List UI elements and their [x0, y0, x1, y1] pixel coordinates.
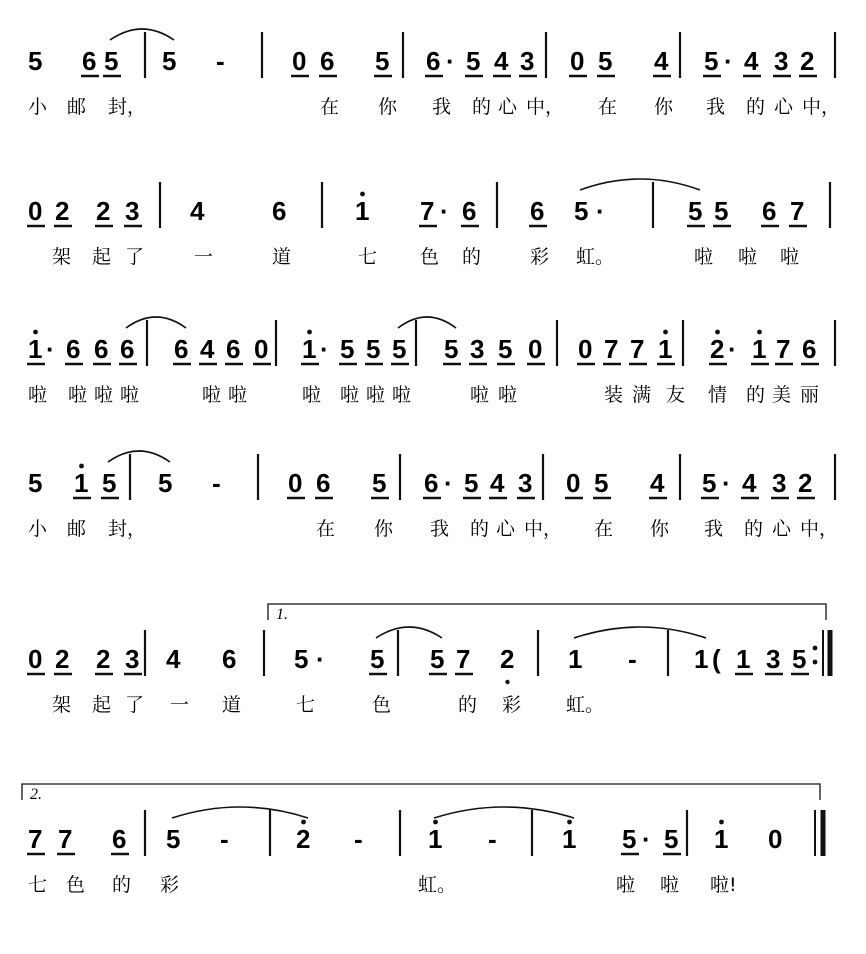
lyric-char: 虹。	[418, 874, 457, 896]
jianpu-note: -	[488, 824, 497, 854]
lyric-char: 彩	[530, 246, 550, 268]
jianpu-note: 6	[66, 334, 81, 364]
jianpu-note: ·	[722, 468, 731, 498]
jianpu-note: 5	[466, 46, 481, 76]
octave-dot-high	[719, 820, 724, 825]
jianpu-note: 5	[28, 46, 43, 76]
lyric-char: 情	[708, 384, 728, 406]
jianpu-note: ·	[446, 46, 455, 76]
octave-dot-high	[757, 330, 762, 335]
lyric-char: 啦	[616, 874, 636, 896]
jianpu-note: 2	[55, 196, 70, 226]
lyric-char: 中，	[526, 96, 565, 118]
lyric-char: 啦	[202, 384, 222, 406]
jianpu-note: 2	[500, 644, 515, 674]
jianpu-note: 5	[28, 468, 43, 498]
lyric-char: 心	[772, 518, 792, 540]
lyric-char: 你	[378, 96, 398, 118]
jianpu-note: 2	[55, 644, 70, 674]
jianpu-note: 7	[58, 824, 73, 854]
jianpu-note: 6	[120, 334, 135, 364]
slur	[172, 807, 308, 818]
lyric-char: 啦	[470, 384, 490, 406]
jianpu-note: 5	[166, 824, 181, 854]
lyric-char: 美	[772, 384, 792, 406]
lyric-char: 起	[92, 246, 112, 268]
lyric-char: 了	[125, 246, 145, 268]
lyric-char: 你	[374, 518, 394, 540]
slur	[108, 451, 170, 462]
jianpu-note: 5	[464, 468, 479, 498]
octave-dot-high	[715, 330, 720, 335]
octave-dot-high	[301, 820, 306, 825]
lyric-char: 在	[594, 518, 614, 540]
jianpu-note: ·	[596, 196, 605, 226]
lyric-char: 啦	[738, 246, 758, 268]
octave-dot-high	[663, 330, 668, 335]
jianpu-note: 6	[272, 196, 287, 226]
repeat-dot	[813, 646, 818, 651]
jianpu-note: 7	[28, 824, 43, 854]
jianpu-note: 6	[94, 334, 109, 364]
octave-dot-high	[433, 820, 438, 825]
jianpu-note: 4	[166, 644, 181, 674]
jianpu-note: 4	[494, 46, 509, 76]
jianpu-note: 5	[294, 644, 309, 674]
jianpu-note: 6	[320, 46, 335, 76]
jianpu-note: ·	[444, 468, 453, 498]
jianpu-note: ·	[46, 334, 55, 364]
lyric-char: 了	[125, 694, 145, 716]
jianpu-note: 1	[74, 468, 89, 498]
lyric-char: 的	[470, 518, 490, 540]
jianpu-note: 6	[222, 644, 237, 674]
jianpu-note: 5	[574, 196, 589, 226]
jianpu-note: 4	[744, 46, 759, 76]
jianpu-note: -	[354, 824, 363, 854]
jianpu-note: 6	[82, 46, 97, 76]
lyric-char: 啦	[302, 384, 322, 406]
lyric-char: 邮	[67, 518, 87, 540]
lyric-char: 啦	[340, 384, 360, 406]
lyric-char: 啦	[392, 384, 412, 406]
lyric-char: 友	[666, 384, 686, 406]
jianpu-note: 5	[430, 644, 445, 674]
lyric-char: 啦	[228, 384, 248, 406]
jianpu-note: 1	[658, 334, 673, 364]
jianpu-note: ·	[642, 824, 651, 854]
volta-label: 2.	[30, 786, 42, 803]
octave-dot-high	[567, 820, 572, 825]
jianpu-note: 4	[650, 468, 665, 498]
jianpu-note: 5	[598, 46, 613, 76]
jianpu-note: 3	[520, 46, 535, 76]
jianpu-note: 5	[702, 468, 717, 498]
jianpu-note: (	[712, 644, 721, 674]
jianpu-note: 5	[340, 334, 355, 364]
lyric-char: 在	[320, 96, 340, 118]
jianpu-note: 4	[654, 46, 669, 76]
lyric-char: 满	[632, 384, 652, 406]
slur	[376, 627, 442, 638]
jianpu-note: 4	[490, 468, 505, 498]
jianpu-note: 4	[200, 334, 215, 364]
jianpu-note: ·	[440, 196, 449, 226]
jianpu-note: 4	[742, 468, 757, 498]
lyric-char: 中，	[800, 518, 839, 540]
jianpu-note: 1	[355, 196, 370, 226]
jianpu-note: 0	[28, 644, 43, 674]
jianpu-note: 1	[28, 334, 43, 364]
jianpu-note: 4	[190, 196, 205, 226]
jianpu-note: 2	[296, 824, 311, 854]
jianpu-note: 5	[664, 824, 679, 854]
lyric-char: 在	[316, 518, 336, 540]
lyric-char: 我	[430, 518, 450, 540]
jianpu-note: 1	[736, 644, 751, 674]
octave-dot-high	[360, 192, 365, 197]
jianpu-note: 1	[752, 334, 767, 364]
jianpu-note: 5	[392, 334, 407, 364]
jianpu-note: 0	[566, 468, 581, 498]
jianpu-note: ·	[316, 644, 325, 674]
lyric-char: 我	[432, 96, 452, 118]
lyric-char: 道	[272, 246, 292, 268]
jianpu-note: ·	[728, 334, 737, 364]
jianpu-note: 5	[104, 46, 119, 76]
volta-label: 1.	[276, 606, 288, 623]
jianpu-note: ·	[724, 46, 733, 76]
lyric-char: 的	[746, 96, 766, 118]
lyric-char: 在	[598, 96, 618, 118]
lyric-char: 架	[52, 246, 72, 268]
jianpu-note: 0	[28, 196, 43, 226]
octave-dot-high	[79, 464, 84, 469]
jianpu-note: -	[216, 46, 225, 76]
jianpu-note: 5	[375, 46, 390, 76]
jianpu-note: 3	[125, 196, 140, 226]
jianpu-note: 2	[798, 468, 813, 498]
jianpu-note: 0	[292, 46, 307, 76]
jianpu-note: 5	[714, 196, 729, 226]
lyric-char: 的	[462, 246, 482, 268]
jianpu-note: 1	[428, 824, 443, 854]
jianpu-note: 3	[766, 644, 781, 674]
jianpu-note: 7	[630, 334, 645, 364]
jianpu-note: 5	[158, 468, 173, 498]
lyric-char: 啦	[366, 384, 386, 406]
lyric-char: 封，	[108, 96, 147, 118]
jianpu-note: 7	[790, 196, 805, 226]
lyric-char: 丽	[800, 384, 820, 406]
lyric-char: 中，	[802, 96, 841, 118]
octave-dot-high	[33, 330, 38, 335]
lyric-char: 我	[704, 518, 724, 540]
volta-bracket	[22, 784, 820, 800]
jianpu-note: 5	[688, 196, 703, 226]
lyric-char: 七	[358, 246, 378, 268]
jianpu-note: 2	[800, 46, 815, 76]
jianpu-note: 6	[226, 334, 241, 364]
jianpu-note: 7	[420, 196, 435, 226]
jianpu-note: 7	[776, 334, 791, 364]
lyric-char: 虹。	[576, 246, 615, 268]
lyric-char: 心	[774, 96, 794, 118]
lyric-char: 的	[746, 384, 766, 406]
lyric-char: 起	[92, 694, 112, 716]
jianpu-note: -	[220, 824, 229, 854]
jianpu-note: 2	[96, 196, 111, 226]
lyric-char: 小	[28, 518, 48, 540]
lyric-char: 啦	[498, 384, 518, 406]
lyric-char: 啦	[28, 384, 48, 406]
lyric-char: 的	[472, 96, 492, 118]
jianpu-note: 0	[288, 468, 303, 498]
jianpu-note: 5	[444, 334, 459, 364]
repeat-dot	[813, 660, 818, 665]
jianpu-note: 1	[562, 824, 577, 854]
jianpu-note: 5	[622, 824, 637, 854]
jianpu-note: 3	[772, 468, 787, 498]
lyric-char: 你	[654, 96, 674, 118]
lyric-char: 彩	[502, 694, 522, 716]
jianpu-note: 0	[578, 334, 593, 364]
lyric-char: 啦!	[710, 874, 737, 896]
jianpu-note: 7	[604, 334, 619, 364]
lyric-char: 啦	[120, 384, 140, 406]
jianpu-note: 1	[568, 644, 583, 674]
jianpu-note: 6	[530, 196, 545, 226]
jianpu-note: -	[628, 644, 637, 674]
lyric-char: 彩	[160, 874, 180, 896]
volta-bracket	[268, 604, 826, 620]
slur	[126, 317, 186, 328]
lyric-char: 中，	[524, 518, 563, 540]
jianpu-note: 0	[768, 824, 783, 854]
lyric-char: 一	[170, 694, 190, 716]
lyric-char: 道	[222, 694, 242, 716]
slur	[434, 807, 574, 818]
jianpu-note: 1	[714, 824, 729, 854]
jianpu-note: 3	[125, 644, 140, 674]
jianpu-note: 6	[802, 334, 817, 364]
lyric-char: 你	[650, 518, 670, 540]
jianpu-note: 5	[370, 644, 385, 674]
jianpu-note: 0	[570, 46, 585, 76]
lyric-char: 小	[28, 96, 48, 118]
lyric-char: 的	[744, 518, 764, 540]
lyric-char: 色	[66, 874, 86, 896]
lyric-char: 啦	[660, 874, 680, 896]
lyric-char: 色	[372, 694, 392, 716]
lyric-char: 封，	[108, 518, 147, 540]
jianpu-note: 1	[694, 644, 709, 674]
lyric-char: 装	[604, 384, 624, 406]
slur	[110, 29, 174, 40]
lyric-char: 一	[194, 246, 214, 268]
jianpu-note: 0	[254, 334, 269, 364]
jianpu-note: 3	[774, 46, 789, 76]
jianpu-note: 5	[102, 468, 117, 498]
jianpu-note: 6	[424, 468, 439, 498]
jianpu-note: 5	[594, 468, 609, 498]
lyric-char: 心	[498, 96, 518, 118]
jianpu-note: 7	[456, 644, 471, 674]
jianpu-note: ·	[320, 334, 329, 364]
slur	[398, 317, 456, 328]
lyric-char: 心	[496, 518, 516, 540]
jianpu-note: 2	[96, 644, 111, 674]
lyric-char: 我	[706, 96, 726, 118]
jianpu-note: 5	[366, 334, 381, 364]
lyric-char: 邮	[67, 96, 87, 118]
jianpu-note: 3	[470, 334, 485, 364]
jianpu-note: 1	[302, 334, 317, 364]
jianpu-note: 5	[372, 468, 387, 498]
lyric-char: 啦	[780, 246, 800, 268]
jianpu-note: 5	[498, 334, 513, 364]
slur	[580, 179, 700, 190]
jianpu-note: 6	[462, 196, 477, 226]
jianpu-note: 6	[112, 824, 127, 854]
jianpu-note: -	[212, 468, 221, 498]
jianpu-note: 3	[518, 468, 533, 498]
lyric-char: 的	[458, 694, 478, 716]
jianpu-note: 5	[792, 644, 807, 674]
jianpu-note: 6	[316, 468, 331, 498]
octave-dot-low	[505, 680, 509, 684]
lyric-char: 啦	[68, 384, 88, 406]
jianpu-note: 6	[762, 196, 777, 226]
lyric-char: 七	[28, 874, 48, 896]
jianpu-note: 6	[174, 334, 189, 364]
lyric-char: 啦	[94, 384, 114, 406]
lyric-char: 色	[420, 246, 440, 268]
lyric-char: 啦	[694, 246, 714, 268]
lyric-char: 的	[112, 874, 132, 896]
jianpu-note: 2	[710, 334, 725, 364]
lyric-char: 虹。	[566, 694, 605, 716]
jianpu-note: 6	[426, 46, 441, 76]
slur	[574, 627, 706, 638]
octave-dot-high	[307, 330, 312, 335]
jianpu-note: 0	[528, 334, 543, 364]
lyric-char: 架	[52, 694, 72, 716]
jianpu-note: 5	[704, 46, 719, 76]
lyric-char: 七	[296, 694, 316, 716]
jianpu-note: 5	[162, 46, 177, 76]
